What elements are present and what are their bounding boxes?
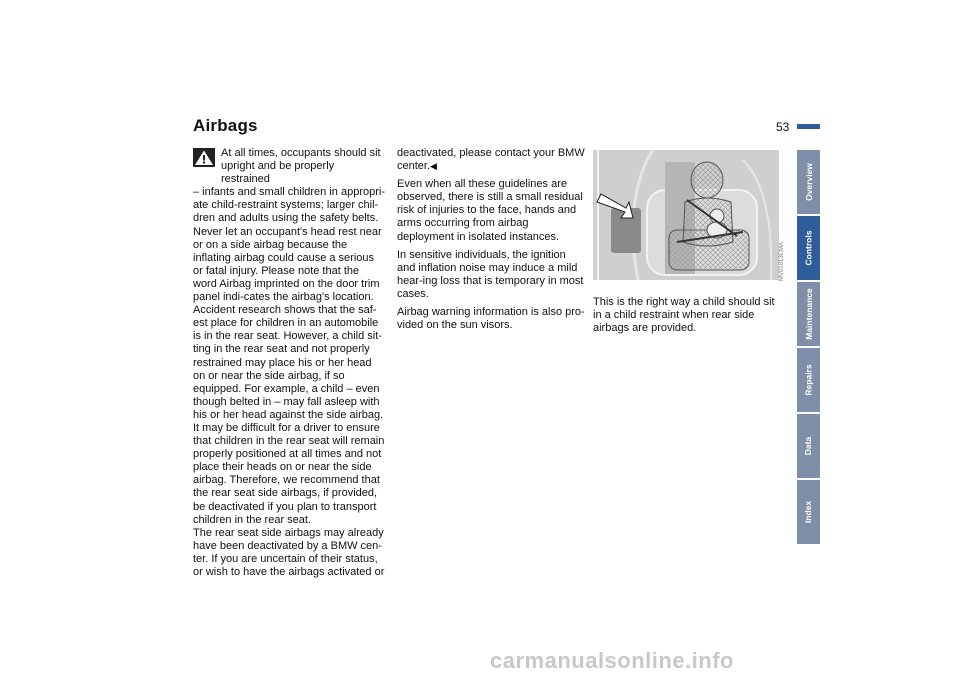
paragraph: [397, 147, 587, 173]
tab-label: Index: [803, 500, 814, 524]
page-number: 53: [776, 120, 790, 134]
tab-data[interactable]: [797, 414, 820, 478]
warning-line-1: At all times, occupants should sit: [221, 147, 381, 159]
warning-triangle-icon: [193, 148, 215, 167]
child-seat-illustration: [593, 150, 785, 282]
tab-overview[interactable]: [797, 150, 820, 214]
text-column-2: [397, 147, 587, 332]
tab-label: Maintenance: [803, 288, 814, 340]
page-title: Airbags: [193, 116, 258, 135]
tab-label: Data: [803, 436, 814, 456]
figure-caption: This is the right way a child should sit in a child restraint when rear side airbags are provided.: [593, 296, 775, 335]
paragraph: The rear seat side airbags may already have been deactivated by a BMW cen-ter. If you are uncertain of their status, or wish to have the airbags activated or: [193, 526, 385, 578]
warning-line-2: upright and be properly restrained: [221, 160, 335, 186]
tab-repairs[interactable]: [797, 348, 820, 412]
tab-label: Repairs: [803, 364, 814, 396]
page-number-bar: [797, 124, 820, 129]
paragraph: Airbag warning information is also pro-vided on the sun visors.: [397, 306, 585, 332]
warning-text: – infants and small children in appropri-ate child-restraint systems; larger chil-dren and adults using the safety belts. Never let an occupant's head rest near or on a side airbag because the inflating airbag could cause a serious or fatal injury. Please note that the word Airbag imprinted on the door trim panel indi-cates the airbag's location.: [193, 186, 385, 304]
tab-controls[interactable]: [797, 216, 820, 280]
side-tab-navigation: [797, 150, 820, 545]
paragraph: Even when all these guidelines are observed, there is still a small residual risk of injuries to the face, hands and arms occurring from airbag deployment in isolated instances.: [397, 178, 583, 243]
watermark: carmanualsonline.info: [490, 648, 734, 673]
tab-maintenance[interactable]: [797, 282, 820, 346]
end-mark-icon: ◀: [430, 161, 437, 172]
text-column-1: [193, 147, 385, 579]
tab-index[interactable]: [797, 480, 820, 544]
figure-code: MV01013CMA: [779, 242, 785, 282]
paragraph-text: deactivated, please contact your BMW center.: [397, 147, 585, 173]
tab-label: Overview: [803, 163, 814, 201]
paragraph: In sensitive individuals, the ignition and inflation noise may induce a mild hear-ing loss that is temporary in most cases.: [397, 248, 584, 300]
child-seat-drawing: [593, 150, 779, 280]
warning-paragraph: [193, 147, 385, 304]
paragraph: Accident research shows that the saf-est place for children in an automobile is in the rear seat. However, a child sit-ting in the rear seat and not properly restrained may place his or her head on or near the side airbag, if so equipped. For example, a child – even though belted in – may fall asleep with his or her head against the side airbag. It may be difficult for a driver to ensure that children in the rear seat will remain properly positioned at all times and not place their heads on or near the side airbag. Therefore, we recommend that the rear seat side airbags, if provided, be deactivated if you plan to transport children in the rear seat.: [193, 304, 385, 526]
tab-label: Controls: [803, 230, 814, 266]
